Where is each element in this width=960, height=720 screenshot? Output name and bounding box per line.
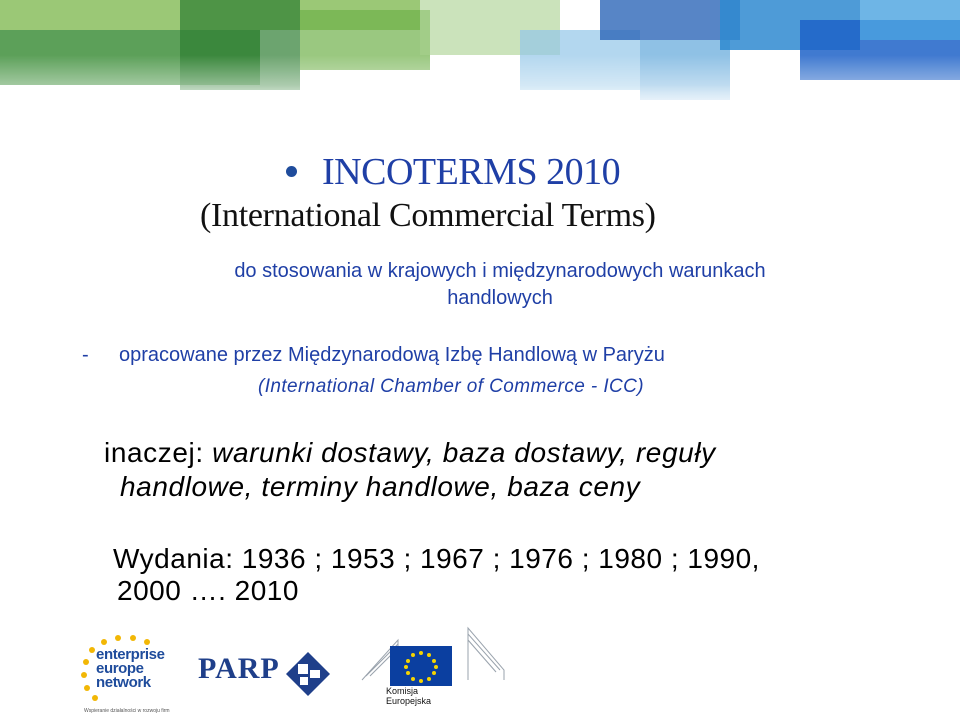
een-caption: Wspieranie działalności w rozwoju firm bbox=[84, 708, 170, 714]
bullet-icon bbox=[286, 166, 297, 177]
editions-line-1: Wydania: 1936 ; 1953 ; 1967 ; 1976 ; 1980 ; 1990, bbox=[113, 543, 760, 574]
header-band-graphic bbox=[0, 0, 960, 125]
scope-line-1: do stosowania w krajowych i międzynarodowych warunkach bbox=[234, 260, 766, 282]
parp-diamond-icon bbox=[284, 650, 332, 698]
logos-footer bbox=[0, 620, 960, 720]
berlaymont-building-icon bbox=[358, 620, 508, 686]
parp-wordmark: PARP bbox=[198, 652, 280, 685]
alternative-names-label: inaczej: bbox=[104, 437, 213, 468]
scope-text bbox=[100, 258, 900, 312]
een-word-1: enterprise bbox=[96, 646, 165, 663]
een-word-2: europe bbox=[96, 660, 144, 677]
slide-subtitle: (International Commercial Terms) bbox=[200, 197, 656, 234]
prepared-line-2: (International Chamber of Commerce - ICC) bbox=[258, 376, 644, 397]
alternative-names-line-2: handlowe, terminy handlowe, baza ceny bbox=[120, 471, 641, 502]
een-wordmark bbox=[96, 648, 165, 690]
european-commission-logo bbox=[358, 620, 508, 720]
dash-marker: - bbox=[82, 344, 89, 366]
ec-word-1: Komisja bbox=[386, 686, 419, 696]
header-decorative-band bbox=[0, 0, 960, 125]
parp-logo bbox=[198, 650, 338, 700]
slide-title: INCOTERMS 2010 bbox=[322, 151, 621, 193]
alternative-names-text bbox=[104, 436, 924, 504]
ec-word-2: Europejska bbox=[386, 696, 432, 706]
alternative-names-line-1 bbox=[104, 436, 924, 470]
alternative-names-terms: warunki dostawy, baza dostawy, reguły bbox=[212, 437, 716, 468]
scope-line-2: handlowych bbox=[447, 287, 553, 309]
editions-text bbox=[113, 543, 933, 607]
enterprise-europe-network-logo bbox=[78, 632, 173, 717]
een-word-3: network bbox=[96, 674, 151, 691]
prepared-line-1: opracowane przez Międzynarodową Izbę Handlową w Paryżu bbox=[119, 344, 665, 366]
editions-line-2: 2000 …. 2010 bbox=[117, 575, 299, 606]
ec-wordmark bbox=[386, 686, 431, 706]
